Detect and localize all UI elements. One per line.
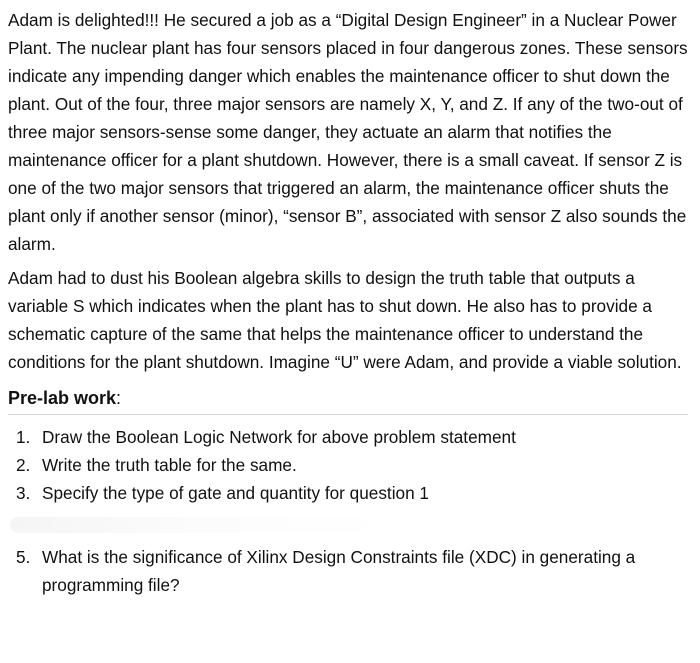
- task-text: Draw the Boolean Logic Network for above problem statement: [42, 427, 516, 447]
- prelab-heading-text: Pre-lab work: [8, 388, 117, 408]
- task-text: What is the significance of Xilinx Design Constraints file (XDC) in generating a programming file?: [42, 547, 636, 595]
- document-page: [8, 6, 688, 599]
- prelab-heading: [8, 384, 688, 415]
- task-text: Write the truth table for the same.: [42, 455, 297, 475]
- intro-paragraph-2: Adam had to dust his Boolean algebra skills to design the truth table that outputs a variable S which indicates when the plant has to shut down. He also has to provide a schematic capture of the same that helps the maintenance officer to understand the conditions for the plant shutdown. Imagine “U” were Adam, and provide a viable solution.: [8, 268, 682, 372]
- task-number: 1.: [16, 427, 31, 447]
- prelab-task-list: [8, 423, 688, 599]
- intro-paragraph-1: Adam is delighted!!! He secured a job as a “Digital Design Engineer” in a Nuclear Power Plant. The nuclear plant has four sensors placed in four dangerous zones. These sensors indicate any impending danger which enables the maintenance officer to shut down the plant. Out of the four, three major sensors are namely X, Y, and Z. If any of the two-out of three major sensors-sense some danger, they actuate an alarm that notifies the maintenance officer for a plant shutdown. However, there is a small caveat. If sensor Z is one of the two major sensors that triggered an alarm, the maintenance officer shuts the plant only if another sensor (minor), “sensor B”, associated with sensor Z also sounds the alarm.: [8, 10, 688, 254]
- redacted-task-row: [10, 511, 688, 537]
- task-number: 3.: [16, 483, 31, 503]
- list-item: [16, 423, 688, 451]
- list-item: [16, 451, 688, 479]
- task-number: 5.: [16, 547, 31, 567]
- task-number: 2.: [16, 455, 31, 475]
- prelab-heading-colon: :: [116, 388, 122, 408]
- redaction-blur: [10, 517, 390, 533]
- list-item: [16, 479, 688, 507]
- list-item: [16, 543, 688, 599]
- task-text: Specify the type of gate and quantity for question 1: [42, 483, 429, 503]
